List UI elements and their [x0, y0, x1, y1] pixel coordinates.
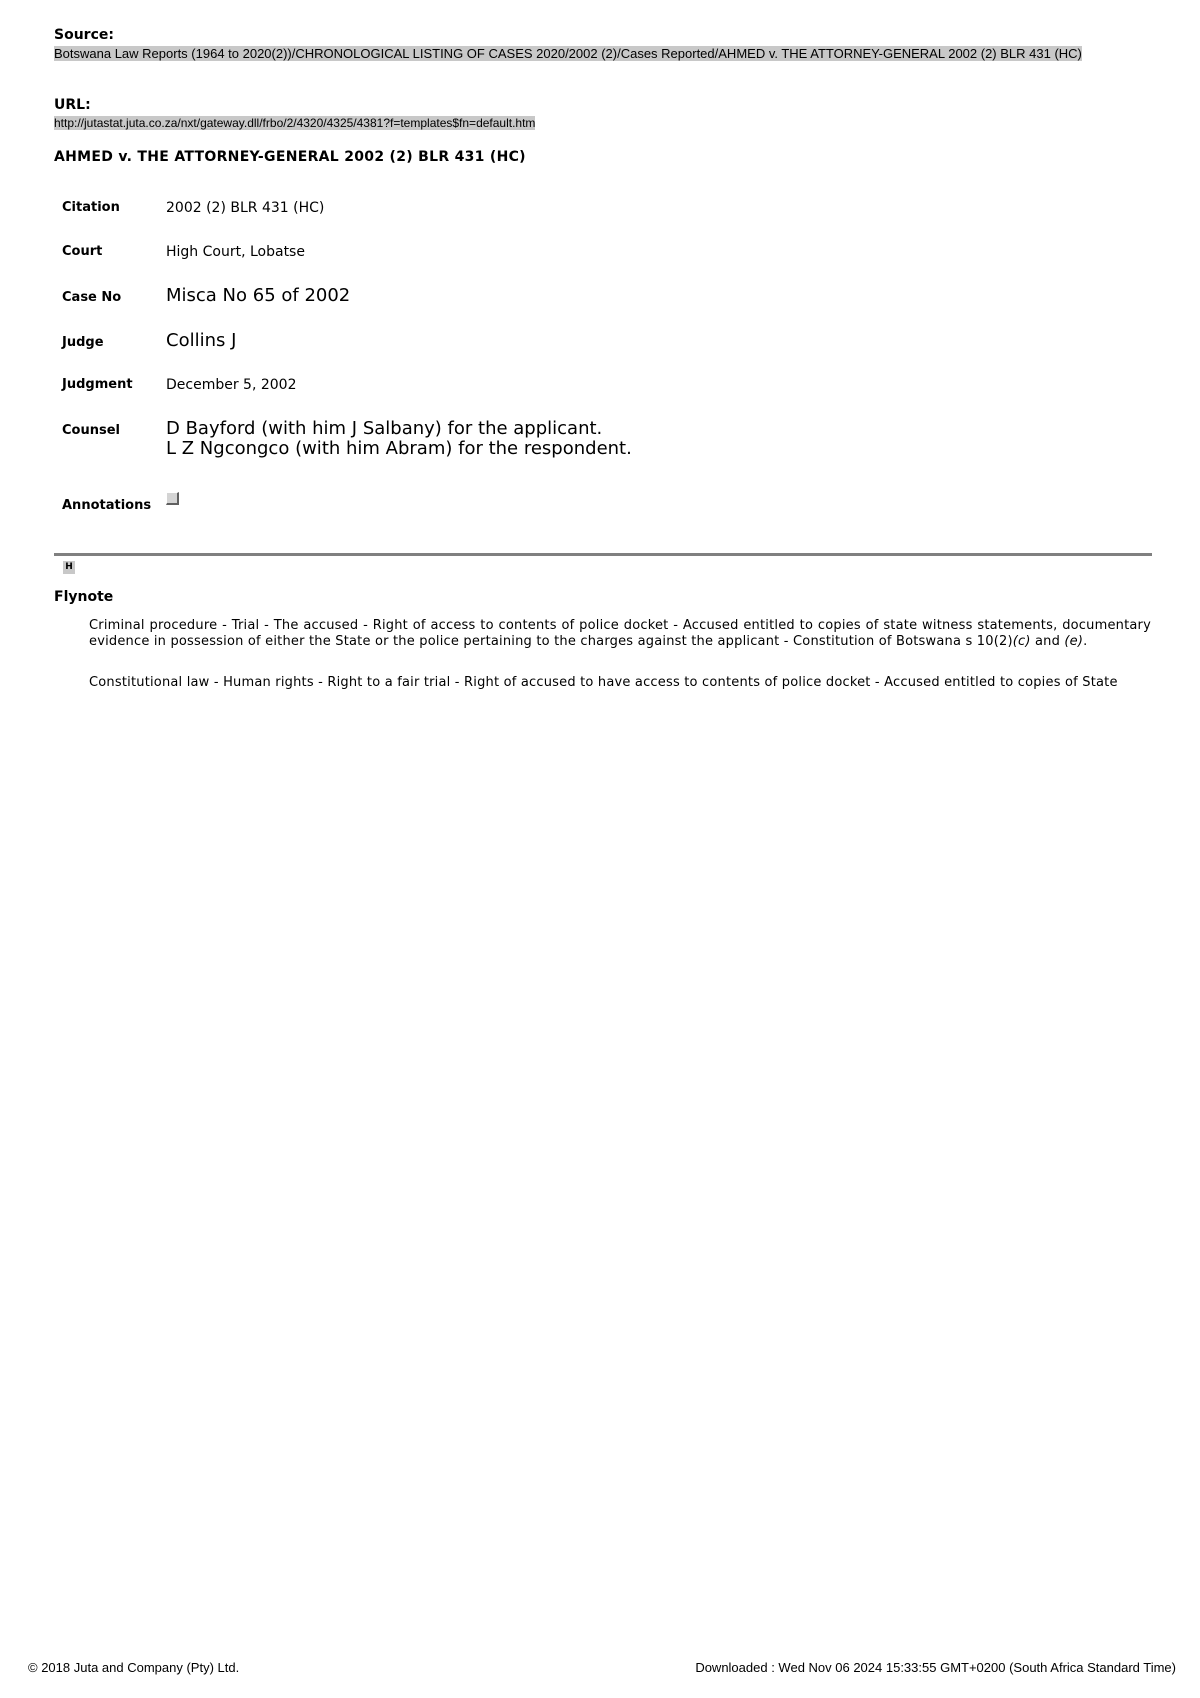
url-section	[54, 97, 1152, 131]
url-label: URL:	[54, 97, 91, 113]
annotations-checkbox[interactable]	[166, 492, 179, 505]
court-label: Court	[62, 244, 103, 259]
footer-copyright: © 2018 Juta and Company (Pty) Ltd.	[28, 1660, 240, 1675]
citation-value: 2002 (2) BLR 431 (HC)	[166, 200, 325, 216]
source-label: Source:	[54, 27, 114, 43]
case-no-value: Misca No 65 of 2002	[166, 285, 351, 306]
footer-download-timestamp: Downloaded : Wed Nov 06 2024 15:33:55 GMT+0200 (South Africa Standard Time)	[695, 1660, 1176, 1675]
url-link[interactable]	[54, 115, 1152, 131]
case-no-label: Case No	[62, 290, 122, 305]
judge-label: Judge	[62, 335, 104, 350]
counsel-line-respondent: L Z Ngcongco (with him Abram) for the respondent.	[166, 438, 632, 459]
flynote-criminal-and: and	[1030, 634, 1065, 649]
judge-value: Collins J	[166, 330, 237, 351]
flynote-criminal-end: .	[1083, 634, 1088, 649]
source-path	[54, 45, 1152, 63]
flynote-paragraph-constitutional: Constitutional law - Human rights - Right to a fair trial - Right of accused to have access to contents of police docket - Accused entitled to copies of State	[89, 675, 1118, 690]
flynote-criminal-e: (e)	[1064, 634, 1084, 649]
flynote-criminal-text: Criminal procedure - Trial - The accused - Right of access to contents of police docket - Accused entitled to copies of state witness statements, documentary evidence in possession of either the State or the police pertaining to the charges against the applicant - Constitution of Botswana s 10(2)	[89, 618, 1151, 649]
case-title: AHMED v. THE ATTORNEY-GENERAL 2002 (2) BLR 431 (HC)	[54, 149, 526, 165]
h-marker[interactable]: H	[63, 561, 75, 574]
url-link-text[interactable]: http://jutastat.juta.co.za/nxt/gateway.dll/frbo/2/4320/4325/4381?f=templates$fn=default.htm	[54, 116, 536, 130]
flynote-criminal-c: (c)	[1012, 634, 1031, 649]
flynote-paragraph-criminal	[89, 618, 1151, 650]
counsel-label: Counsel	[62, 423, 120, 438]
judgment-value: December 5, 2002	[166, 377, 297, 393]
source-path-text: Botswana Law Reports (1964 to 2020(2))/CHRONOLOGICAL LISTING OF CASES 2020/2002 (2)/Cases Reported/AHMED v. THE ATTORNEY-GENERAL 2002 (2) BLR 431 (HC)	[54, 46, 1082, 61]
source-section	[54, 27, 1152, 63]
section-divider	[54, 553, 1152, 556]
citation-label: Citation	[62, 200, 120, 215]
annotations-label: Annotations	[62, 498, 152, 513]
judgment-label: Judgment	[62, 377, 133, 392]
counsel-line-applicant: D Bayford (with him J Salbany) for the applicant.	[166, 418, 603, 439]
flynote-heading: Flynote	[54, 589, 114, 605]
court-value: High Court, Lobatse	[166, 244, 305, 260]
